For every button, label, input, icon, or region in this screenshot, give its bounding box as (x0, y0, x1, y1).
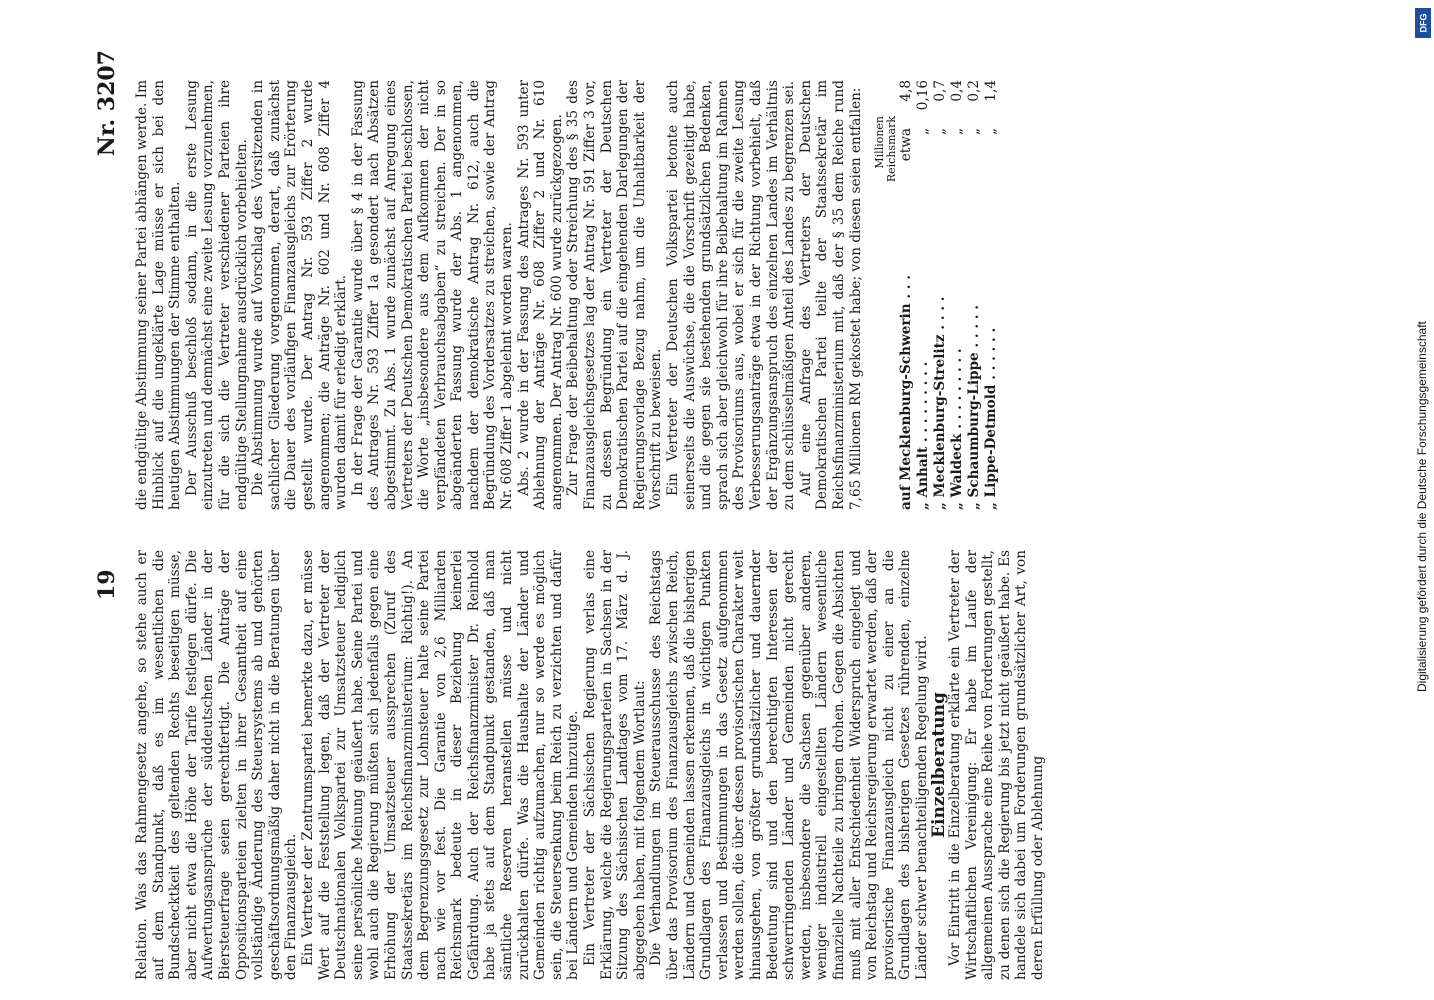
paragraph: Die Verhandlungen im Steuerausschusse des Reichstags über das Provisorium des Finanzausgleichs zwischen Reich, Ländern und Gemeinden lassen erkennen, daß die bisherigen Grundlagen des Finanzausgleichs in wichtigen Punkten verlassen und Bestimmungen in das Gesetz aufgenommen werden sollen, die über dessen provisorischen Charakter weit hinausgehen, von größter grundsätzlicher und dauernder Bedeutung sind und den berechtigten Interessen der schwerringenden Länder und Gemeinden nicht gerecht werden, insbesondere die Sachsen gegenüber anderen, weniger industriell eingestellten Ländern wesentliche finanzielle Nachteile zu bringen drohen. Gegen die Absichten muß mit aller Entschiedenheit Widerspruch eingelegt und von Reichstag und Reichsregierung erwartet werden, daß der provisorische Finanzausgleich nicht zu einer an die Grundlagen des bisherigen Gesetzes rührenden, einzelne Länder schwer benachteiligenden Regelung wird. (648, 550, 930, 980)
digitization-credit (1412, 0, 1434, 1000)
cost-table (874, 80, 1000, 510)
paragraph: Auf eine Anfrage des Vertreters der Deutschen Demokratischen Partei teilte der Staatssekretär im Reichsfinanzministerium mit, daß der § 35 dem Reiche rund 7,65 Millionen RM gekostet habe; von diesen seien entfallen: (797, 80, 864, 510)
table-row-value: 4,8 (898, 80, 915, 102)
paragraph: Ein Vertreter der Zentrumspartei bemerkte dazu, er müsse Wert auf die Feststellung legen, daß der Vertreter der Deutschnationalen Volkspartei zur Umsatzsteuer lediglich seine persönliche Meinung geäußert habe. Seine Partei und wohl auch die Regierung müßten sich jedenfalls gegen eine Erhöhung der Umsatzsteuer aussprechen (Zuruf des Staatssekretärs im Reichsfinanzministerium: Richtig!). An dem Begrenzungsgesetz zur Lohnsteuer halte seine Partei nach wie vor fest. Die Garantie von 2,6 Milliarden Reichsmark bedeute in dieser Beziehung keinerlei Gefährdung. Auch der Reichsfinanzminister Dr. Reinhold habe ja stets auf dem Standpunkt gestanden, daß man sämtliche Reserven heranstellen müsse und nicht zurückhalten dürfe. Was die Haushalte der Länder und Gemeinden richtig aufzumachen, nur so werde es möglich sein, die Steuersenkung beim Reich zu verzichten und dafür bei Ländern und Gemeinden hinzutige. (299, 550, 582, 980)
page-number: 19 (94, 569, 120, 600)
table-row-approx: „ (932, 128, 949, 136)
issue-number: Nr. 3207 (94, 50, 120, 157)
paragraph: In der Frage der Garantie wurde über § 4 in der Fassung des Antrages Nr. 593 Ziffer 1a gesondert nach Absätzen abgestimmt. Zu Abs. 1 wurde zunächst auf Anregung eines Vertreters der Deutschen Demokratischen Partei beschlossen, die Worte „insbesondere aus dem Aufkommen der nicht verpfändeten Verbrauchsabgaben“ zu streichen. Der in so abgeänderten Fassung wurde der Abs. 1 angenommen, nachdem der demokratische Antrag Nr. 612, auch die Begründung des Vordersatzes zu streichen, sowie der Antrag Nr. 608 Ziffer 1 abgelehnt worden waren. (349, 80, 516, 510)
paragraph: Abs. 2 wurde in der Fassung des Antrages Nr. 593 unter Ablehnung der Anträge Nr. 608 Ziffer 2 und Nr. 610 angenommen. Der Antrag Nr. 600 wurde zurückgezogen. (515, 80, 565, 510)
paragraph: Zur Frage der Beibehaltung oder Streichung des § 35 des Finanzausgleichsgesetzes lag der Antrag Nr. 591 Ziffer 3 vor, zu dessen Begründung ein Vertreter der Deutschen Demokratischen Partei auf die eingehenden Darlegungen der Regierungsvorlage Bezug nahm, um die Unhaltbarkeit der Vorschrift zu beweisen. (565, 80, 665, 510)
table-row-value: 0,7 (932, 80, 949, 102)
table-row (983, 80, 1000, 510)
table-row-label: „ Lippe-Detmold . . . . . . (983, 327, 1000, 510)
page-header (90, 40, 130, 980)
table-row-approx: „ (915, 128, 932, 136)
table-row-label: „ Anhalt . . . . . . . . . (915, 361, 932, 510)
table-row (949, 80, 966, 510)
table-row (966, 80, 983, 510)
table-header-line: Millionen (873, 116, 887, 169)
credit-text: Digitalisierung gefördert durch die Deutsche Forschungsgemeinschaft (1415, 321, 1429, 692)
table-row-label: „ Schaumburg-Lippe . . . . . (966, 304, 983, 510)
section-heading: Einzelberatung (928, 692, 949, 838)
dfg-logo-icon: DFG (1415, 8, 1431, 38)
table-row-approx: etwa (898, 128, 915, 162)
table-row-approx: „ (966, 128, 983, 136)
table-row-value: 0,4 (949, 80, 966, 102)
paragraph: Ein Vertreter der Sächsischen Regierung verlas eine Erklärung, welche die Regierungsparteien in Sachsen in der Sitzung des Sächsischen Landtages vom 17. März d. J. abgegeben haben, mit folgendem Wortlaut: (582, 550, 648, 980)
table-row-label: „ Mecklenburg-Strelitz . . . . (932, 296, 949, 510)
paragraph: die endgültige Abstimmung seiner Partei abhängen werde. Im Hinblick auf die ungeklärte Lage müsse er sich bei den heutigen Abstimmungen der Stimme enthalten. (134, 80, 184, 510)
table-row-approx: „ (983, 128, 1000, 136)
left-column (134, 550, 1314, 980)
table-row-approx: „ (949, 128, 966, 136)
table-header (874, 116, 898, 510)
table-row-value: 0,2 (966, 80, 983, 102)
table-row (898, 80, 915, 510)
table-row (915, 80, 932, 510)
paragraph: Vor Eintritt in die Einzelberatung erklärte ein Vertreter der Wirtschaftlichen Vereinigung: Er habe im Laufe der allgemeinen Aussprache eine Reihe von Forderungen gestellt, zu denen sich die Regierung bis jetzt nicht geäußert habe. Es handele sich dabei um Forderungen grundsätzlicher Art, von deren Erfüllung oder Ablehnung (947, 550, 1047, 980)
table-row-value: 0,16 (915, 80, 932, 111)
page-content (90, 40, 1330, 980)
paragraph: Die Abstimmung wurde auf Vorschlag des Vorsitzenden in sachlicher Gliederung vorgenommen, derart, daß zunächst die Dauer des vorläufigen Finanzausgleichs zur Erörterung gestellt wurde. Der Antrag Nr. 593 Ziffer 2 wurde angenommen; die Anträge Nr. 602 und Nr. 608 Ziffer 4 wurden damit für erledigt erklärt. (250, 80, 350, 510)
paragraph: Der Ausschuß beschloß sodann, in die erste Lesung einzutreten und demnächst eine zweite Lesung vorzunehmen, für die sich die Vertreter verschiedener Parteien ihre endgültige Stellungnahme ausdrücklich vorbehielten. (183, 80, 250, 510)
table-row-label: „ Waldeck . . . . . . . . . (949, 348, 966, 510)
table-row (932, 80, 949, 510)
table-header-line: Reichsmark (885, 116, 899, 183)
right-column (134, 80, 1314, 510)
table-row-label: auf Mecklenburg-Schwerin . . . (898, 275, 915, 510)
paragraph: Ein Vertreter der Deutschen Volkspartei betonte auch seinerseits die Auswüchse, die die Vorschrift gezeitigt habe, und die gegen sie bestehenden grundsätzlichen Bedenken, sprach sich aber gleichwohl für ihre Beibehaltung im Rahmen des Provisoriums aus, wobei er sich für die zweite Lesung Verbesserungsanträge etwa in der Richtung vorbehielt, daß der Ergänzungsanspruch des einzelnen Landes im Verhältnis zu dem schlüsselmäßigen Anteil des Landes zu begrenzen sei. (665, 80, 798, 510)
paragraph: Relation. Was das Rahmengesetz angehe, so stehe auch er auf dem Standpunkt, daß es im wesentlichen die Bundschecktkeit des geltenden Rechts beseitigen müsse, aber nicht etwa die Höhe der Tarife festlegen dürfe. Die Aufwertungsansprüche der süddeutschen Länder in der Biersteuerfrage seien gerechtfertigt. Die Anträge der Oppositionsparteien zielten in ihrer Gesamtheit auf eine vollständige Änderung des Steuersystems ab und gehörten geschäftsordnungsmäßig daher nicht in die Beratungen über den Finanzausgleich. (134, 550, 300, 980)
table-row-value: 1,4 (983, 80, 1000, 102)
